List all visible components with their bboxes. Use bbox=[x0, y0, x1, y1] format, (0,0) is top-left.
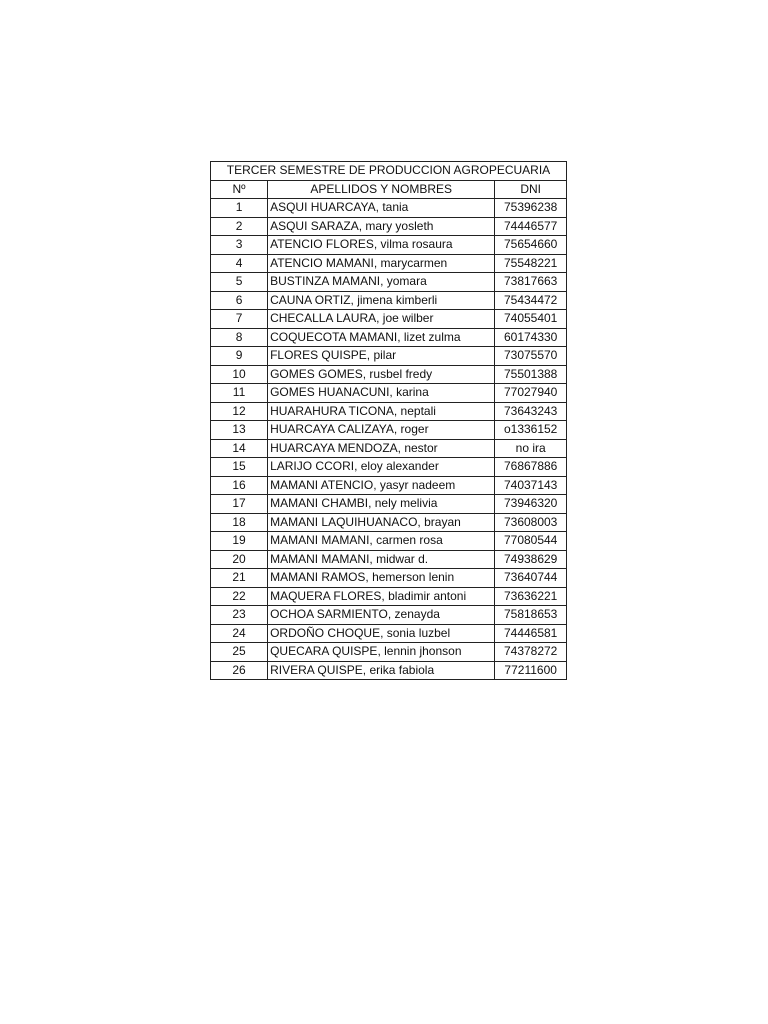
row-number: 26 bbox=[211, 661, 268, 680]
row-dni: 75434472 bbox=[495, 291, 567, 310]
row-dni: 73636221 bbox=[495, 587, 567, 606]
row-number: 15 bbox=[211, 458, 268, 477]
row-dni: 75818653 bbox=[495, 606, 567, 625]
row-name: RIVERA QUISPE, erika fabiola bbox=[268, 661, 495, 680]
row-dni: 75548221 bbox=[495, 254, 567, 273]
header-row bbox=[211, 180, 567, 199]
table-row bbox=[211, 199, 567, 218]
table-row bbox=[211, 495, 567, 514]
row-number: 9 bbox=[211, 347, 268, 366]
row-name: FLORES QUISPE, pilar bbox=[268, 347, 495, 366]
table-title: TERCER SEMESTRE DE PRODUCCION AGROPECUARIA bbox=[211, 162, 567, 181]
row-number: 22 bbox=[211, 587, 268, 606]
table-row bbox=[211, 328, 567, 347]
row-dni: 74446581 bbox=[495, 624, 567, 643]
row-name: COQUECOTA MAMANI, lizet zulma bbox=[268, 328, 495, 347]
row-number: 6 bbox=[211, 291, 268, 310]
row-number: 25 bbox=[211, 643, 268, 662]
row-name: QUECARA QUISPE, lennin jhonson bbox=[268, 643, 495, 662]
table-row bbox=[211, 421, 567, 440]
table-row bbox=[211, 365, 567, 384]
row-dni: 74055401 bbox=[495, 310, 567, 329]
title-row bbox=[211, 162, 567, 181]
row-number: 5 bbox=[211, 273, 268, 292]
row-number: 20 bbox=[211, 550, 268, 569]
row-name: ORDOÑO CHOQUE, sonia luzbel bbox=[268, 624, 495, 643]
table-body bbox=[211, 199, 567, 680]
table-row bbox=[211, 661, 567, 680]
row-dni: 77027940 bbox=[495, 384, 567, 403]
row-name: OCHOA SARMIENTO, zenayda bbox=[268, 606, 495, 625]
row-name: GOMES GOMES, rusbel fredy bbox=[268, 365, 495, 384]
student-table bbox=[210, 161, 567, 680]
row-name: MAMANI MAMANI, midwar d. bbox=[268, 550, 495, 569]
table-row bbox=[211, 402, 567, 421]
row-dni: 74378272 bbox=[495, 643, 567, 662]
row-number: 14 bbox=[211, 439, 268, 458]
row-name: HUARAHURA TICONA, neptali bbox=[268, 402, 495, 421]
table-row bbox=[211, 310, 567, 329]
row-name: MAQUERA FLORES, bladimir antoni bbox=[268, 587, 495, 606]
row-number: 10 bbox=[211, 365, 268, 384]
table-row bbox=[211, 513, 567, 532]
row-name: MAMANI CHAMBI, nely melivia bbox=[268, 495, 495, 514]
row-number: 12 bbox=[211, 402, 268, 421]
row-name: LARIJO CCORI, eloy alexander bbox=[268, 458, 495, 477]
table-row bbox=[211, 384, 567, 403]
row-dni: 75396238 bbox=[495, 199, 567, 218]
row-number: 21 bbox=[211, 569, 268, 588]
row-dni: 77080544 bbox=[495, 532, 567, 551]
row-number: 7 bbox=[211, 310, 268, 329]
table-row bbox=[211, 532, 567, 551]
row-dni: 75501388 bbox=[495, 365, 567, 384]
row-name: GOMES HUANACUNI, karina bbox=[268, 384, 495, 403]
row-name: MAMANI MAMANI, carmen rosa bbox=[268, 532, 495, 551]
row-name: HUARCAYA MENDOZA, nestor bbox=[268, 439, 495, 458]
row-dni: 73946320 bbox=[495, 495, 567, 514]
table-row bbox=[211, 236, 567, 255]
row-number: 18 bbox=[211, 513, 268, 532]
table-row bbox=[211, 254, 567, 273]
row-number: 3 bbox=[211, 236, 268, 255]
row-number: 24 bbox=[211, 624, 268, 643]
table-row bbox=[211, 550, 567, 569]
header-dni: DNI bbox=[495, 180, 567, 199]
row-dni: 73817663 bbox=[495, 273, 567, 292]
row-name: ASQUI SARAZA, mary yosleth bbox=[268, 217, 495, 236]
row-number: 1 bbox=[211, 199, 268, 218]
row-name: ASQUI HUARCAYA, tania bbox=[268, 199, 495, 218]
table-row bbox=[211, 217, 567, 236]
row-number: 17 bbox=[211, 495, 268, 514]
row-dni: o1336152 bbox=[495, 421, 567, 440]
table-row bbox=[211, 439, 567, 458]
row-dni: 74037143 bbox=[495, 476, 567, 495]
table-row bbox=[211, 643, 567, 662]
row-number: 8 bbox=[211, 328, 268, 347]
row-number: 11 bbox=[211, 384, 268, 403]
row-dni: 74446577 bbox=[495, 217, 567, 236]
table-row bbox=[211, 347, 567, 366]
row-number: 4 bbox=[211, 254, 268, 273]
row-name: MAMANI LAQUIHUANACO, brayan bbox=[268, 513, 495, 532]
table-row bbox=[211, 587, 567, 606]
table-row bbox=[211, 273, 567, 292]
row-number: 23 bbox=[211, 606, 268, 625]
table-row bbox=[211, 476, 567, 495]
table-row bbox=[211, 569, 567, 588]
row-name: CHECALLA LAURA, joe wilber bbox=[268, 310, 495, 329]
row-dni: 73643243 bbox=[495, 402, 567, 421]
row-number: 19 bbox=[211, 532, 268, 551]
header-num: Nº bbox=[211, 180, 268, 199]
row-dni: 76867886 bbox=[495, 458, 567, 477]
row-name: MAMANI ATENCIO, yasyr nadeem bbox=[268, 476, 495, 495]
row-number: 13 bbox=[211, 421, 268, 440]
row-dni: 60174330 bbox=[495, 328, 567, 347]
header-name: APELLIDOS Y NOMBRES bbox=[268, 180, 495, 199]
table-row bbox=[211, 606, 567, 625]
row-name: BUSTINZA MAMANI, yomara bbox=[268, 273, 495, 292]
row-name: ATENCIO MAMANI, marycarmen bbox=[268, 254, 495, 273]
row-dni: no ira bbox=[495, 439, 567, 458]
row-name: MAMANI RAMOS, hemerson lenin bbox=[268, 569, 495, 588]
table-row bbox=[211, 291, 567, 310]
row-dni: 73640744 bbox=[495, 569, 567, 588]
row-dni: 74938629 bbox=[495, 550, 567, 569]
table-row bbox=[211, 624, 567, 643]
student-list-sheet bbox=[210, 161, 567, 680]
row-name: HUARCAYA CALIZAYA, roger bbox=[268, 421, 495, 440]
row-name: ATENCIO FLORES, vilma rosaura bbox=[268, 236, 495, 255]
row-dni: 73608003 bbox=[495, 513, 567, 532]
row-dni: 75654660 bbox=[495, 236, 567, 255]
row-dni: 73075570 bbox=[495, 347, 567, 366]
row-dni: 77211600 bbox=[495, 661, 567, 680]
row-number: 2 bbox=[211, 217, 268, 236]
row-name: CAUNA ORTIZ, jimena kimberli bbox=[268, 291, 495, 310]
row-number: 16 bbox=[211, 476, 268, 495]
table-row bbox=[211, 458, 567, 477]
